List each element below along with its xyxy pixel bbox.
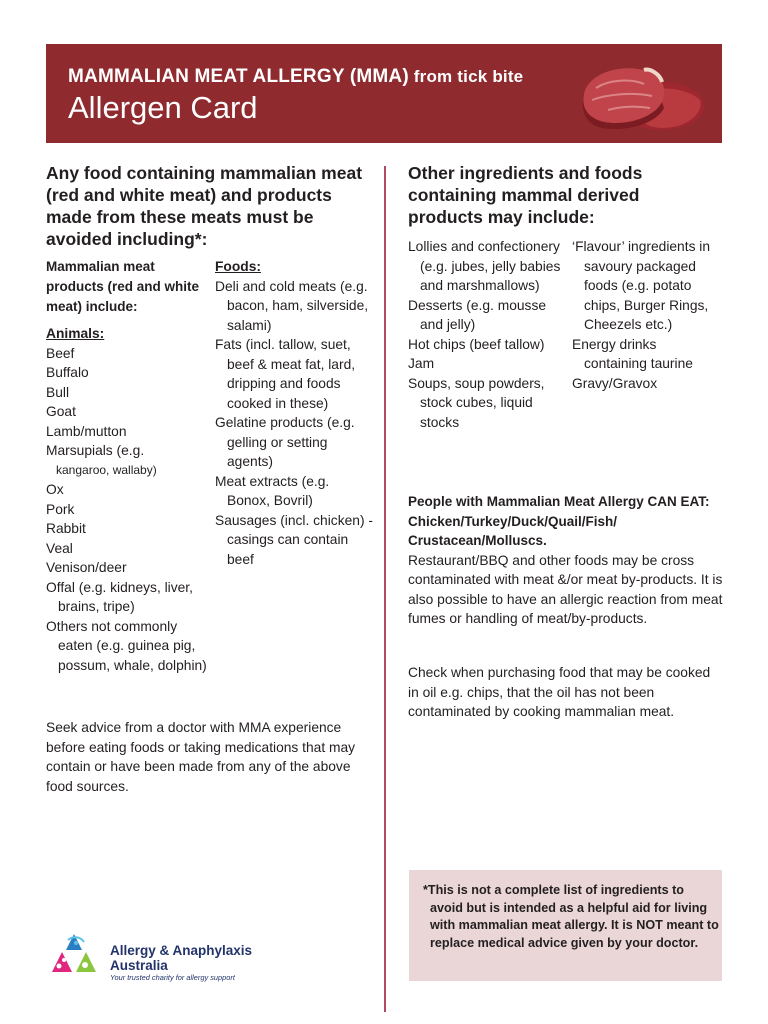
- list-item: Deli and cold meats (e.g. bacon, ham, silverside, salami): [215, 278, 369, 333]
- right-heading: Other ingredients and foods containing mammal derived products may include:: [408, 163, 643, 227]
- logo-line2: Australia: [110, 958, 168, 973]
- list-item: Gravy/Gravox: [572, 375, 658, 391]
- list-item: Meat extracts (e.g. Bonox, Bovril): [215, 473, 330, 508]
- list-item: Others not commonly eaten (e.g. guinea pig, possum, whale, dolphin): [46, 618, 207, 673]
- list-item: Bull: [46, 384, 70, 400]
- list-item: Lamb/mutton: [46, 423, 127, 439]
- list-item: Desserts (e.g. mousse and jelly): [408, 297, 547, 332]
- banner-title-suffix: from tick bite: [408, 67, 524, 86]
- foods-label: Foods:: [215, 259, 261, 274]
- allergy-anaphylaxis-australia-logo: [50, 932, 280, 982]
- list-item: Ox: [46, 482, 64, 497]
- logo-line1: Allergy & Anaphylaxis: [110, 943, 253, 958]
- list-item: Gelatine products (e.g. gelling or setting agents): [215, 415, 355, 469]
- meat-products-label: Mammalian meat products (red and white meat) include:: [46, 259, 200, 314]
- can-eat-paragraph: [408, 492, 724, 629]
- header-banner: [46, 44, 722, 143]
- list-item: Goat: [46, 404, 76, 419]
- list-item: Buffalo: [46, 365, 89, 380]
- can-eat-heading: People with Mammalian Meat Allergy CAN EAT: Chicken/Turkey/Duck/Quail/Fish/ Crustacean/Molluscs.: [408, 494, 710, 548]
- disclaimer-box: [409, 870, 722, 981]
- banner-title: [68, 66, 523, 88]
- disclaimer-text: *This is not a complete list of ingredients to avoid but is intended as a helpful aid for living with mammalian meat allergy. It is NOT meant to replace medical advice given by your doctor.: [423, 883, 719, 950]
- logo-name: [110, 943, 252, 973]
- list-item: Veal: [46, 540, 73, 556]
- list-item: Pork: [46, 501, 75, 517]
- list-item: Sausages (incl. chicken) - casings can contain beef: [215, 512, 373, 567]
- list-item: Venison/deer: [46, 560, 127, 575]
- left-heading: Any food containing mammalian meat (red and white meat) and products made from these meats must be avoided including*:: [46, 163, 363, 249]
- other-ingredients-list-2: [572, 237, 722, 393]
- steak-image: [578, 58, 706, 136]
- list-item: Lollies and confectionery (e.g. jubes, jelly babies and marshmallows): [408, 239, 561, 293]
- foods-list: [215, 257, 375, 569]
- list-item: Offal (e.g. kidneys, liver, brains, tripe): [46, 579, 193, 614]
- list-item: Beef: [46, 345, 75, 361]
- logo-tagline: Your trusted charity for allergy support: [110, 973, 235, 982]
- list-item: ‘Flavour’ ingredients in savoury packaged foods (e.g. potato chips, Burger Rings, Cheezels etc.): [572, 239, 711, 332]
- list-item: Hot chips (beef tallow): [408, 336, 545, 352]
- list-item: Soups, soup powders, stock cubes, liquid stocks: [408, 375, 545, 430]
- list-item: Jam: [408, 356, 435, 371]
- list-item: Marsupials (e.g.: [46, 443, 145, 458]
- banner-subtitle: Allergen Card: [68, 90, 258, 125]
- list-item: Fats (incl. tallow, suet, beef & meat fat, lard, dripping and foods cooked in these): [215, 337, 356, 411]
- column-divider: [384, 166, 386, 1012]
- check-oil-text: Check when purchasing food that may be cooked in oil e.g. chips, that the oil has not been contaminated by cooking mammalian meat.: [408, 665, 711, 719]
- seek-advice-text: Seek advice from a doctor with MMA experience before eating foods or taking medications that may contain or have been made from any of the above food sources.: [46, 720, 356, 794]
- banner-title-bold: MAMMALIAN MEAT ALLERGY (MMA): [68, 66, 409, 87]
- logo-icon: [50, 932, 108, 982]
- list-item-note: kangaroo, wallaby): [56, 462, 157, 477]
- cross-contamination-text: Restaurant/BBQ and other foods may be cross contaminated with meat &/or meat by-products. It is also possible to have an allergic reaction from meat fumes or handling of meat/by-products.: [408, 552, 723, 626]
- list-item: Energy drinks containing taurine: [572, 336, 693, 371]
- other-ingredients-list-1: [408, 237, 566, 432]
- animals-list: [46, 324, 211, 675]
- animals-label: Animals:: [46, 326, 105, 341]
- list-item: Rabbit: [46, 521, 86, 536]
